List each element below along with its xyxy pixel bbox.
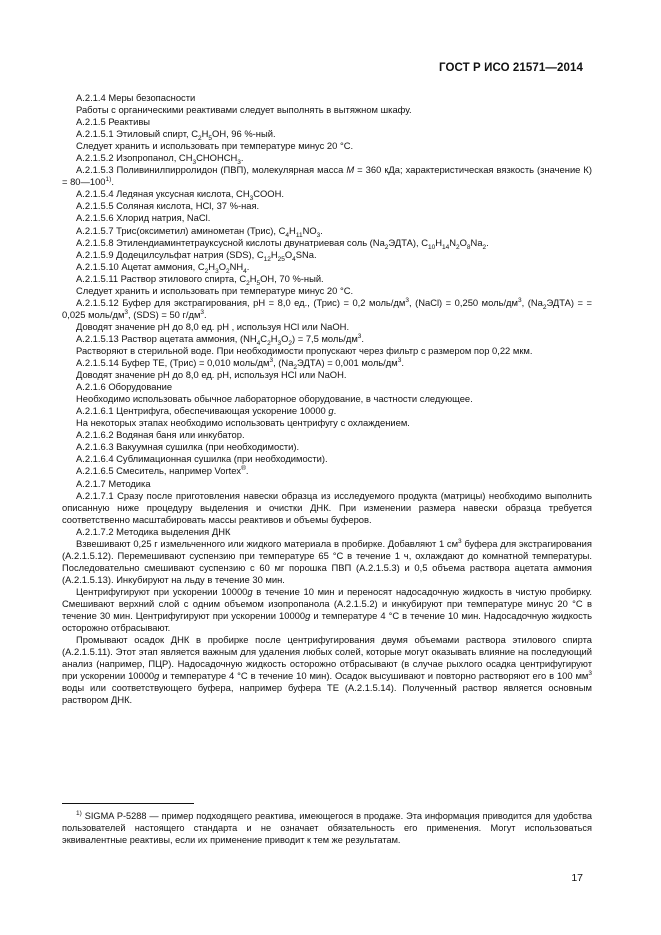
text-run: А.2.1.5.12 Буфер для экстрагирования, pH = 8,0 ед., (Трис) = 0,2 моль/дм bbox=[76, 296, 406, 308]
text-run: , (Na bbox=[273, 357, 294, 369]
text-run: H bbox=[208, 260, 216, 272]
text-run: . bbox=[111, 176, 114, 188]
subscript: 3 bbox=[215, 267, 219, 275]
subscript: 5 bbox=[208, 135, 213, 143]
subscript: 2 bbox=[225, 267, 230, 275]
page-number: 17 bbox=[571, 872, 583, 884]
subscript: 12 bbox=[263, 255, 271, 263]
italic-text: g bbox=[154, 670, 160, 682]
reagent-pvp bbox=[62, 164, 592, 188]
italic-text: g bbox=[247, 585, 253, 597]
subscript: 2 bbox=[542, 303, 547, 311]
subscript: 2 bbox=[482, 243, 487, 251]
text-run: в течение 10 мин и переносят надосадочную жидкость в чистую пробирку. Смешивают верхний слой с одним объемом изопропанола (А.2.1.5.2) и инкубируют при температуре минус 20 °C в течение 30 мин. Центрифугируют при ускорении 10000 bbox=[62, 585, 592, 622]
text-run: буфера для экстрагирования (А.2.1.5.12). Перемешивают суспензию при температуре 65 °C в течение 1 ч, охлаждают до комнатной температуры. Последовательно смешивают суспензию с 60 мг порошка ПВП (А.2.1.5.3) и 0,5 объема раствора ацетата аммония (А.2.1.5.13). Инкубируют на льду в течение 30 мин. bbox=[62, 537, 592, 585]
text-run: C bbox=[260, 332, 268, 344]
text-run: O bbox=[218, 260, 226, 272]
superscript: 3 bbox=[588, 670, 592, 678]
subscript: 2 bbox=[246, 279, 250, 287]
subscript: 3 bbox=[249, 195, 254, 203]
subscript: 2 bbox=[456, 243, 460, 251]
superscript: 3 bbox=[517, 296, 522, 304]
reagent-ammonium-acetate-solution bbox=[62, 333, 592, 345]
footnote-marker: 1) bbox=[76, 809, 82, 817]
text-run: А.2.1.5.3 Поливинилпирролидон (ПВП), молекулярная масса bbox=[76, 164, 347, 176]
text-run: ЭДТА) = = 0,025 моль/дм bbox=[62, 296, 592, 320]
reagent-nacl: А.2.1.5.6 Хлорид натрия, NaCl. bbox=[76, 212, 211, 224]
subscript: 14 bbox=[441, 243, 450, 251]
text-run: и температуре 4 °C в течение 10 мин. Надосадочную жидкость осторожно отбрасывают. bbox=[62, 610, 592, 634]
text-run: H bbox=[270, 332, 278, 344]
section-heading-safety: А.2.1.4 Меры безопасности bbox=[76, 92, 196, 103]
text-run: O bbox=[459, 236, 467, 248]
equipment-mixer bbox=[62, 465, 592, 477]
footnote-text: SIGMA P-5288 — пример подходящего реактива, имеющегося в продаже. Эта информация приводится для удобства пользователей настоящего стандарта и не означает обязательность его применения. Могут использоваться эквивалентные реактивы, если их применение приводит к тем же результатам. bbox=[62, 811, 592, 845]
subscript: 2 bbox=[267, 339, 271, 347]
reagent-hcl: А.2.1.5.5 Соляная кислота, HCl, 37 %-ная. bbox=[76, 200, 260, 212]
text-run: OH, 70 %-ный. bbox=[260, 272, 324, 284]
section-heading-method: А.2.1.7 Методика bbox=[76, 477, 151, 489]
text-run: Na bbox=[470, 236, 483, 248]
subscript: 5 bbox=[256, 279, 261, 287]
text-run: А.2.1.5.9 Додецилсульфат натрия (SDS), C bbox=[76, 248, 264, 260]
text-run: . bbox=[333, 405, 337, 417]
subscript: 2 bbox=[288, 339, 293, 347]
text-run: , (SDS) = 50 г/дм bbox=[128, 308, 201, 320]
reagent-te-buffer bbox=[62, 357, 592, 369]
standard-header: ГОСТ Р ИСО 21571—2014 bbox=[438, 62, 583, 74]
text-run: = 360 кДа; характеристическая вязкость (значение К) = 80—100 bbox=[62, 164, 592, 188]
text-run: А.2.1.5.10 Ацетат аммония, C bbox=[76, 260, 205, 272]
procedure-step-1 bbox=[62, 538, 592, 586]
text-run: , (NaCl) = 0,250 моль/дм bbox=[408, 296, 518, 308]
footnote-divider bbox=[62, 803, 194, 804]
footnote-reference: 1) bbox=[105, 176, 112, 184]
subscript: 2 bbox=[293, 363, 298, 371]
reagent-acetic-acid bbox=[62, 188, 592, 203]
subscript: 3 bbox=[277, 339, 282, 347]
text-run: CHOHCH bbox=[196, 152, 238, 164]
paragraph: Необходимо использовать обычное лабораторное оборудование, в частности следующее. bbox=[76, 393, 473, 405]
reagent-ethanol-96 bbox=[62, 128, 592, 143]
text-run: H bbox=[201, 128, 209, 140]
italic-text: g bbox=[305, 610, 311, 622]
subscript: 2 bbox=[198, 135, 202, 143]
procedure-step-2 bbox=[62, 586, 592, 634]
subscript: 3 bbox=[192, 159, 197, 167]
text-run: COOH. bbox=[253, 188, 284, 200]
subscript: 3 bbox=[237, 159, 241, 167]
text-run: ЭДТА), C bbox=[388, 236, 428, 248]
text-run: А.2.1.5.14 Буфер ТЕ, (Трис) = 0,010 моль/дм bbox=[76, 357, 270, 369]
superscript: 3 bbox=[200, 308, 205, 316]
subscript: 4 bbox=[243, 267, 247, 275]
text-run: H bbox=[249, 272, 257, 284]
italic-text: g bbox=[328, 405, 334, 417]
text-run: NH bbox=[229, 260, 244, 272]
superscript: 3 bbox=[357, 332, 362, 340]
text-run: Промывают осадок ДНК в пробирке после центрифугирования двумя объемами раствора этилового спирта (А.2.1.5.11). Этот этап является важным для удаления любых солей, которые могут оказывать влияние на последующий анализ (например, ПЦР). Надосадочную жидкость осторожно отбрасывают (в случае рыхлого осадка центрифугируют при ускорении 10000 bbox=[62, 634, 592, 682]
text-run: H bbox=[435, 236, 442, 248]
text-run: ЭДТА) = 0,001 моль/дм bbox=[297, 357, 398, 369]
equipment-vacuum-dryer: А.2.1.6.3 Вакуумная сушилка (при необходимости). bbox=[76, 441, 300, 453]
superscript: 3 bbox=[124, 308, 129, 316]
text-run bbox=[62, 810, 592, 846]
text-run: ) = 7,5 моль/дм bbox=[292, 332, 358, 344]
section-heading-equipment: А.2.1.6 Оборудование bbox=[76, 381, 173, 393]
text-run: А.2.1.5.1 Этиловый спирт, C bbox=[76, 128, 198, 140]
text-run: H bbox=[289, 224, 296, 236]
equipment-centrifuge bbox=[62, 405, 592, 417]
paragraph: Работы с органическими реактивами следует выполнять в вытяжном шкафу. bbox=[76, 104, 412, 116]
reagent-tris bbox=[62, 225, 592, 237]
italic-text: M bbox=[346, 164, 355, 176]
reagent-ethanol-70 bbox=[62, 273, 592, 285]
text-run: . bbox=[240, 152, 244, 164]
text-run: O bbox=[281, 332, 289, 344]
text-run: Центрифугируют при ускорении 10000 bbox=[76, 585, 248, 597]
body-text bbox=[62, 92, 592, 706]
text-run: N bbox=[449, 236, 456, 248]
text-run: и температуре 4 °C в течение 10 мин). Осадок высушивают и повторно растворяют его в 100 мм bbox=[159, 670, 589, 682]
paragraph: На некоторых этапах необходимо использовать центрифугу с охлаждением. bbox=[76, 417, 410, 429]
superscript: 3 bbox=[269, 356, 274, 364]
text-run: . bbox=[204, 308, 207, 320]
section-heading-reagents: А.2.1.5 Реактивы bbox=[76, 116, 151, 128]
text-run: А.2.1.5.4 Ледяная уксусная кислота, CH bbox=[76, 188, 250, 200]
reagent-extraction-buffer bbox=[62, 297, 592, 321]
equipment-water-bath: А.2.1.6.2 Водяная баня или инкубатор. bbox=[76, 429, 245, 441]
superscript: 3 bbox=[458, 537, 462, 545]
paragraph: А.2.1.7.1 Сразу после приготовления навески образца из исследуемого продукта (матрицы) необходимо выполнить описанную ниже процедуру выделения и очистки ДНК. При изменении размера навески образца требуется соответственно масштабировать массы реактивов и объемы буферов. bbox=[62, 489, 592, 525]
paragraph: Доводят значение pH до 8,0 ед. pH , используя HCl или NaOH. bbox=[76, 320, 350, 332]
text-run: А.2.1.6.1 Центрифуга, обеспечивающая ускорение 10000 bbox=[76, 405, 329, 417]
footnote bbox=[62, 810, 592, 846]
text-run: . bbox=[486, 236, 489, 248]
paragraph: Доводят значение pH до 8,0 ед. pH, используя HCl или NaOH. bbox=[76, 369, 347, 381]
text-run: . bbox=[361, 332, 365, 344]
equipment-freeze-dryer: А.2.1.6.4 Сублимационная сушилка (при необходимости). bbox=[76, 453, 328, 465]
subscript: 25 bbox=[277, 255, 285, 263]
subscript: 10 bbox=[427, 243, 436, 251]
procedure-step-3 bbox=[62, 634, 592, 706]
text-run: . bbox=[245, 465, 249, 477]
reagent-edta bbox=[62, 237, 592, 249]
superscript: 3 bbox=[405, 296, 409, 304]
reagent-ammonium-acetate bbox=[62, 261, 592, 273]
subscript: 4 bbox=[285, 231, 290, 239]
section-heading-dna-extraction: А.2.1.7.2 Методика выделения ДНК bbox=[76, 525, 231, 537]
text-run: А.2.1.5.7 Трис(оксиметил) аминометан (Трис), C bbox=[76, 224, 286, 236]
text-run: H bbox=[270, 248, 278, 260]
text-run: . bbox=[401, 357, 404, 369]
text-run: А.2.1.5.8 Этилендиаминтетрауксусной кислоты двунатриевая соль (Na bbox=[76, 236, 385, 248]
text-run: А.2.1.5.13 Раствор ацетата аммония, (NH bbox=[76, 332, 257, 344]
subscript: 3 bbox=[316, 231, 321, 239]
subscript: 4 bbox=[256, 339, 261, 347]
text-run: NO bbox=[302, 224, 317, 236]
paragraph: Следует хранить и использовать при температуре минус 20 °C. bbox=[76, 140, 354, 152]
text-run: OH, 96 %-ный. bbox=[212, 128, 276, 140]
superscript: ® bbox=[241, 465, 246, 473]
text-run: . bbox=[246, 260, 250, 272]
text-run: Взвешивают 0,25 г измельченного или жидкого материала в пробирке. Добавляют 1 см bbox=[76, 537, 459, 549]
reagent-sds bbox=[62, 249, 592, 261]
text-run: O bbox=[284, 248, 293, 260]
text-run: А.2.1.5.2 Изопропанол, CH bbox=[76, 152, 193, 164]
subscript: 11 bbox=[295, 231, 303, 239]
text-run: SNa. bbox=[295, 248, 317, 260]
text-run: . bbox=[320, 224, 323, 236]
subscript: 4 bbox=[292, 255, 296, 263]
paragraph: Растворяют в стерильной воде. При необходимости пропускают через фильтр с размером пор 0,22 мкм. bbox=[76, 344, 533, 356]
paragraph: Следует хранить и использовать при температуре минус 20 °C. bbox=[76, 284, 354, 296]
superscript: 3 bbox=[397, 356, 402, 364]
subscript: 2 bbox=[204, 267, 209, 275]
reagent-isopropanol bbox=[62, 152, 592, 167]
text-run: , (Na bbox=[521, 296, 543, 308]
subscript: 2 bbox=[384, 243, 389, 251]
subscript: 8 bbox=[466, 243, 471, 251]
text-run: воды или соответствующего буфера, например буфера ТЕ (А.2.1.5.14). Полученный раствор является основным раствором ДНК. bbox=[62, 682, 592, 706]
text-run: А.2.1.5.11 Раствор этилового спирта, C bbox=[76, 272, 247, 284]
text-run: А.2.1.6.5 Смеситель, например Vortex bbox=[76, 465, 242, 477]
